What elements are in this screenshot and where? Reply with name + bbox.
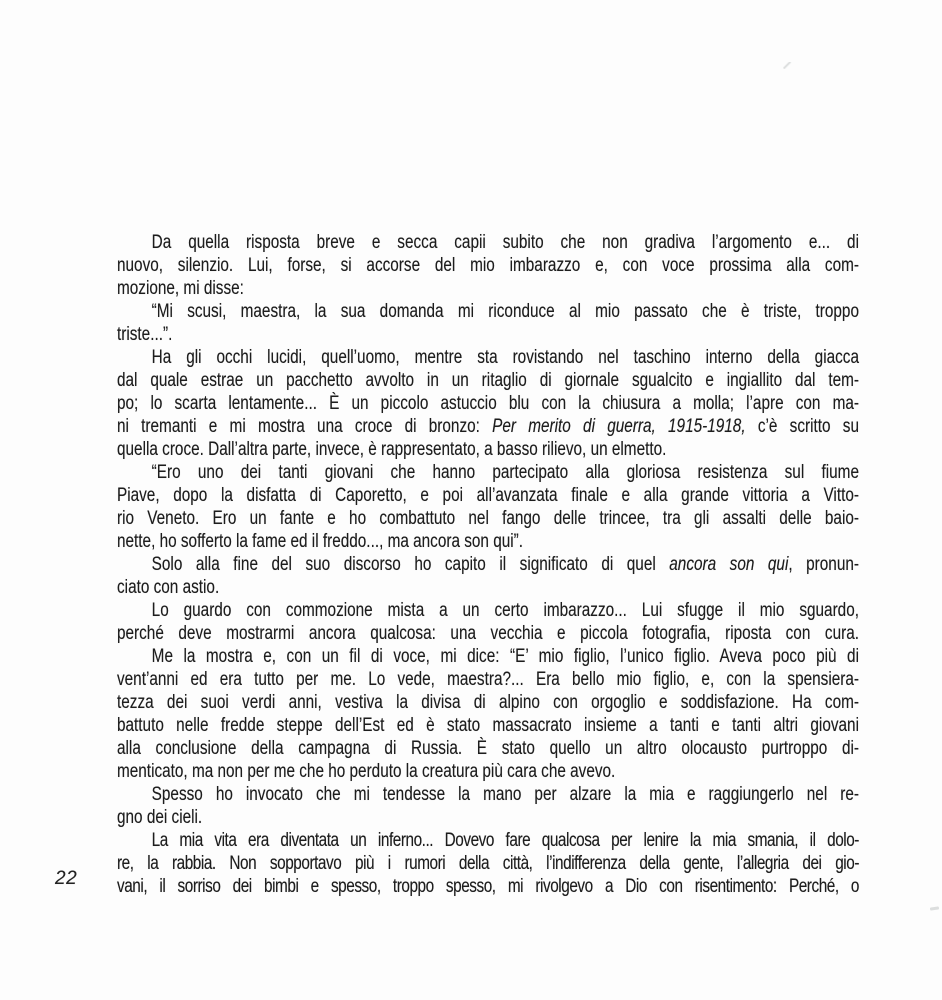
text-line: “Mi scusi, maestra, la sua domanda mi riconduce al mio passato che è triste, troppo [151,301,859,322]
text-line: menticato, ma non per me che ho perduto la creatura più cara che avevo. [117,761,616,782]
text-line: nuovo, silenzio. Lui, forse, si accorse del mio imbarazzo e, con voce prossima alla com- [117,255,859,276]
text-line: “Ero uno dei tanti giovani che hanno partecipato alla gloriosa resistenza sul fiume [151,462,859,483]
text-block [117,231,859,898]
text-line: Solo alla fine del suo discorso ho capito il significato di quel ancora son qui, pronun- [151,554,859,575]
paragraph [117,346,859,461]
text-line: nette, ho sofferto la fame ed il freddo..., ma ancora son qui”. [117,531,524,552]
text-line: mozione, mi disse: [117,278,244,299]
paragraph [117,461,859,553]
text-line: po; lo scarta lentamente... È un piccolo astuccio blu con la chiusura a molla; l’apre con ma- [117,393,859,414]
text-line: re, la rabbia. Non sopportavo più i rumori della città, l’indifferenza della gente, l’allegria dei gio- [117,853,859,874]
text-line: ni tremanti e mi mostra una croce di bronzo: Per merito di guerra, 1915-1918, c’è scritto su [117,416,859,437]
text-line: Spesso ho invocato che mi tendesse la mano per alzare la mia e raggiungerlo nel re- [151,784,859,805]
paragraph [117,829,859,898]
text-line: Piave, dopo la disfatta di Caporetto, e poi all’avanzata finale e alla grande vittoria a Vitto- [117,485,859,506]
text-line: perché deve mostrarmi ancora qualcosa: una vecchia e piccola fotografia, riposta con cura. [117,623,859,644]
text-line: quella croce. Dall’altra parte, invece, è rappresentato, a basso rilievo, un elmetto. [117,439,667,460]
text-line: ciato con astio. [117,577,220,598]
paragraph [117,599,859,645]
paragraph [117,231,859,300]
paragraph [117,553,859,599]
text-line: vent’anni ed era tutto per me. Lo vede, maestra?... Era bello mio figlio, e, con la spensiera- [117,669,859,690]
scan-speck-icon [783,62,792,69]
text-line: Me la mostra e, con un fil di voce, mi dice: “E’ mio figlio, l’unico figlio. Aveva poco più di [151,646,859,667]
text-line: gno dei cieli. [117,807,203,828]
text-line: La mia vita era diventata un inferno... Dovevo fare qualcosa per lenire la mia smania, il dolo- [151,830,859,851]
page-number: 22 [55,868,78,889]
text-line: triste...”. [117,324,173,345]
text-line: dal quale estrae un pacchetto avvolto in un ritaglio di giornale sgualcito e ingiallito dal tem- [117,370,859,391]
text-line: Lo guardo con commozione mista a un certo imbarazzo... Lui sfugge il mio sguardo, [151,600,859,621]
text-line: Ha gli occhi lucidi, quell’uomo, mentre sta rovistando nel taschino interno della giacca [151,347,859,368]
text-line: rio Veneto. Ero un fante e ho combattuto nel fango delle trincee, tra gli assalti delle baio- [117,508,859,529]
text-line: vani, il sorriso dei bimbi e spesso, troppo spesso, mi rivolgevo a Dio con risentimento: Perché, o [117,876,859,897]
text-line: alla conclusione della campagna di Russia. È stato quello un altro olocausto purtroppo di- [117,738,859,759]
text-line: Da quella risposta breve e secca capii subito che non gradiva l’argomento e... di [151,232,859,253]
scan-speck-icon [930,906,939,910]
paragraph [117,300,859,346]
paragraph [117,645,859,783]
paragraph [117,783,859,829]
text-line: tezza dei suoi verdi anni, vestiva la divisa di alpino con orgoglio e soddisfazione. Ha com- [117,692,859,713]
text-line: battuto nelle fredde steppe dell’Est ed è stato massacrato insieme a tanti e tanti altri giovani [117,715,859,736]
